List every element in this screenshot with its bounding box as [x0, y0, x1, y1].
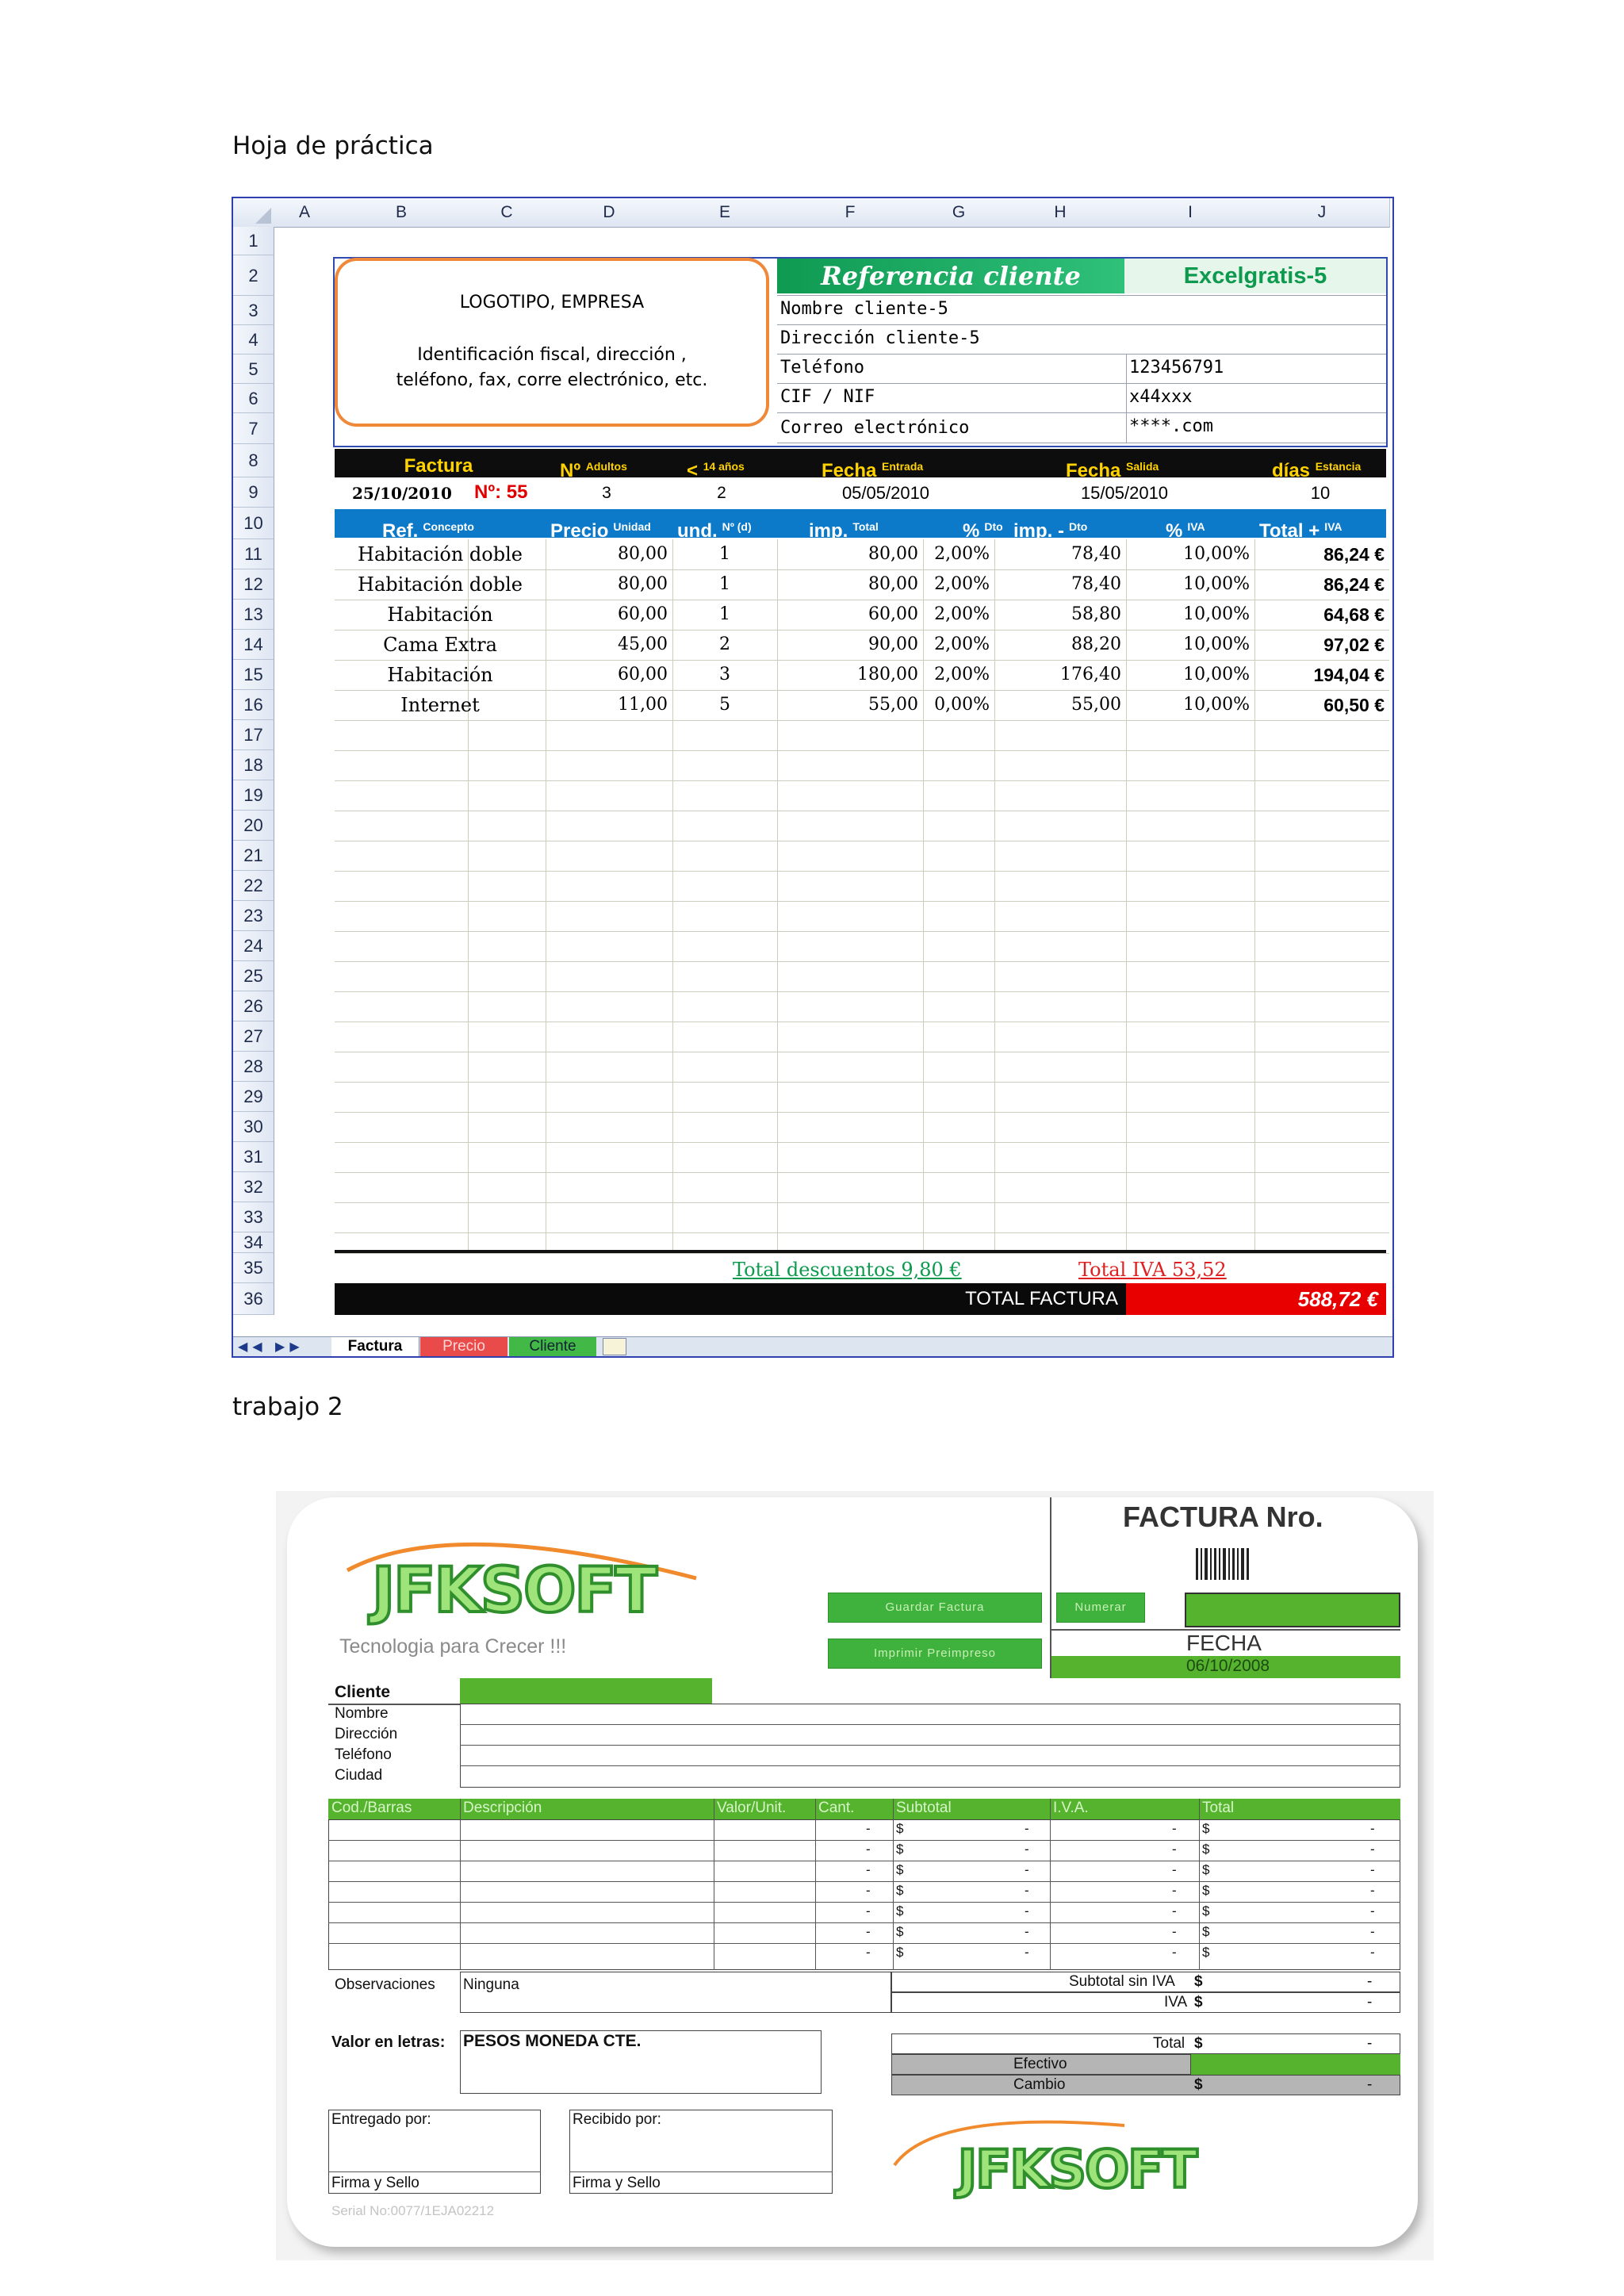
grid-line-h	[335, 961, 1389, 962]
subtotal-dollar: $	[896, 1924, 904, 1939]
items-row-line	[328, 1902, 1400, 1903]
iva-dash: -	[1172, 1903, 1177, 1918]
row-header[interactable]: 14	[233, 630, 274, 660]
total-dollar: $	[1202, 1945, 1210, 1960]
row-header[interactable]: 1	[233, 227, 274, 255]
brand-text: JFKSOFT	[372, 1555, 656, 1627]
item-cell: Habitación doble	[358, 573, 523, 596]
item-cell: 3	[719, 665, 730, 684]
tab-cliente[interactable]: Cliente	[509, 1337, 596, 1356]
row-header[interactable]: 9	[233, 477, 274, 508]
observaciones-value: Ninguna	[463, 1976, 519, 1993]
iva-dash: -	[1367, 1994, 1373, 2010]
item-cell: 80,00	[618, 574, 668, 594]
grid-line-h	[335, 991, 1389, 992]
item-cell: 86,24 €	[1323, 544, 1385, 565]
items-column-header: Cant.	[818, 1800, 855, 1816]
serial-number: Serial No:0077/1EJA02212	[331, 2203, 495, 2218]
item-cell: 60,00	[618, 604, 668, 624]
item-cell: Habitación doble	[358, 543, 523, 565]
row-header[interactable]: 12	[233, 569, 274, 600]
item-header-sup: Total	[852, 520, 879, 533]
row-header[interactable]: 8	[233, 444, 274, 477]
cif-value: x44xxx	[1129, 387, 1193, 407]
efectivo-label: Efectivo	[1013, 2056, 1067, 2072]
item-cell: 10,00%	[1183, 665, 1250, 684]
insert-sheet-icon[interactable]	[603, 1338, 626, 1355]
item-cell: Habitación	[387, 664, 493, 686]
recibido-label: Recibido por:	[573, 2111, 661, 2128]
tab-factura[interactable]: Factura	[331, 1337, 419, 1356]
nombre-label: Nombre	[335, 1705, 389, 1722]
observaciones-label: Observaciones	[335, 1976, 435, 1993]
item-cell: 80,00	[868, 544, 918, 564]
cambio-dollar: $	[1194, 2076, 1203, 2093]
total-dollar: $	[1202, 1924, 1210, 1939]
invoice-form-screenshot	[276, 1491, 1434, 2260]
qty-dash: -	[866, 1945, 871, 1960]
save-invoice-button[interactable]: Guardar Factura	[828, 1593, 1042, 1623]
iva-dash: -	[1172, 1945, 1177, 1960]
row-header[interactable]: 6	[233, 384, 274, 413]
grid-line-h	[335, 780, 1389, 781]
cliente-input[interactable]	[460, 1678, 712, 1705]
total-dash: -	[1370, 1924, 1375, 1939]
row-header[interactable]: 30	[233, 1112, 274, 1142]
column-header[interactable]: C	[468, 198, 546, 228]
client-fields-box[interactable]	[460, 1704, 1400, 1788]
item-cell: 60,00	[618, 665, 668, 684]
item-header-main: %	[963, 520, 980, 542]
total-dollar: $	[1194, 2035, 1203, 2052]
items-column-header: Cod./Barras	[331, 1800, 412, 1816]
row-header[interactable]: 7	[233, 413, 274, 444]
item-header-main: imp. -	[1013, 520, 1064, 542]
efectivo-input[interactable]	[1191, 2054, 1400, 2075]
row-header[interactable]: 28	[233, 1052, 274, 1082]
row-header[interactable]: 4	[233, 325, 274, 355]
total-discounts: Total descuentos 9,80 €	[733, 1259, 962, 1281]
item-cell: 86,24 €	[1323, 574, 1385, 595]
header-dias: días	[1272, 460, 1311, 481]
row-header[interactable]: 27	[233, 1022, 274, 1052]
items-row-line	[328, 1943, 1400, 1944]
column-header[interactable]: E	[672, 198, 778, 228]
items-col-line	[1199, 1799, 1200, 1970]
item-header-sup: IVA	[1187, 520, 1205, 533]
item-header-sup: Dto	[984, 520, 1003, 533]
item-header-main: imp.	[809, 520, 848, 542]
client-address: Dirección cliente-5	[780, 328, 980, 348]
subtotal-dash: -	[1025, 1842, 1029, 1857]
subtotal-dollar: $	[896, 1903, 904, 1918]
grid-line-h	[335, 931, 1389, 932]
row-header[interactable]: 36	[233, 1283, 274, 1315]
client-reference-code: Excelgratis-5	[1124, 259, 1386, 293]
column-header[interactable]: I	[1126, 198, 1255, 228]
item-cell: 194,04 €	[1313, 665, 1385, 685]
item-cell: 58,80	[1071, 604, 1121, 624]
row-header[interactable]: 20	[233, 811, 274, 841]
select-all-corner[interactable]	[233, 198, 275, 228]
item-header-main: Precio	[550, 520, 609, 542]
subtotal-dollar: $	[896, 1862, 904, 1877]
item-cell: Cama Extra	[383, 634, 497, 656]
iva-dash: -	[1172, 1862, 1177, 1877]
items-col-line	[815, 1799, 816, 1970]
subtotal-label: Subtotal sin IVA	[1069, 1973, 1175, 1990]
item-header-sup: Dto	[1069, 520, 1088, 533]
iva-dash: -	[1172, 1883, 1177, 1898]
qty-dash: -	[866, 1924, 871, 1939]
column-header[interactable]: B	[335, 198, 469, 228]
direccion-label: Dirección	[335, 1726, 398, 1742]
item-cell: Habitación	[387, 604, 493, 626]
cambio-row	[891, 2075, 1400, 2095]
items-column-header: I.V.A.	[1053, 1800, 1089, 1816]
row-header[interactable]: 24	[233, 931, 274, 961]
firma-sello-1: Firma y Sello	[331, 2175, 419, 2191]
total-row	[891, 2033, 1400, 2054]
telefono-label: Teléfono	[335, 1746, 392, 1763]
items-row-line	[328, 1840, 1400, 1841]
cliente-label: Cliente	[335, 1683, 391, 1701]
item-cell: 64,68 €	[1323, 604, 1385, 625]
recibido-line	[569, 2171, 833, 2172]
grid-line-h	[335, 1232, 1389, 1233]
total-dash: -	[1370, 1945, 1375, 1960]
entregado-label: Entregado por:	[331, 2111, 431, 2128]
subtotal-dash: -	[1367, 1973, 1373, 1990]
items-row-line	[328, 1881, 1400, 1882]
item-cell: 5	[719, 695, 730, 715]
spreadsheet-screenshot	[232, 197, 1394, 1358]
item-cell: 2,00%	[934, 574, 990, 594]
item-cell: 10,00%	[1183, 574, 1250, 594]
item-cell: 45,00	[618, 634, 668, 654]
item-cell: 11,00	[618, 695, 668, 715]
grid-line-h	[335, 1142, 1389, 1143]
sheet-nav-arrows-icon[interactable]: ◀◀ ▶▶	[238, 1340, 304, 1354]
ciudad-label: Ciudad	[335, 1767, 383, 1784]
total-factura-value: 588,72 €	[1126, 1283, 1386, 1315]
items-col-line	[1050, 1799, 1051, 1970]
item-cell: 78,40	[1071, 574, 1121, 594]
items-row-line	[328, 1922, 1400, 1923]
grid-line-h	[335, 750, 1389, 751]
iva-dollar: $	[1194, 1994, 1203, 2010]
header-fecha-entrada: Fecha	[822, 460, 877, 481]
brand-text-footer: JFKSOFT	[957, 2139, 1197, 2200]
grid-line-h	[335, 720, 1389, 721]
total-dash: -	[1370, 1821, 1375, 1836]
item-cell: 80,00	[868, 574, 918, 594]
email-label: Correo electrónico	[780, 418, 970, 438]
item-header-main: und.	[677, 520, 718, 542]
fecha-value: 06/10/2008	[1186, 1657, 1270, 1675]
column-header[interactable]: F	[777, 198, 924, 228]
subtotal-dash: -	[1025, 1924, 1029, 1939]
item-header-main: Ref.	[382, 520, 419, 542]
invoice-title: FACTURA Nro.	[1123, 1501, 1323, 1533]
header-salida: Salida	[1126, 460, 1159, 473]
logo-line-2: teléfono, fax, corre electrónico, etc.	[396, 370, 708, 390]
item-cell: 2,00%	[934, 544, 990, 564]
qty-dash: -	[866, 1883, 871, 1898]
items-column-header: Descripción	[463, 1800, 542, 1816]
row-header[interactable]: 26	[233, 991, 274, 1022]
column-header[interactable]: D	[546, 198, 673, 228]
items-col-line	[460, 1799, 461, 1970]
row-header[interactable]: 11	[233, 539, 274, 569]
items-column-header: Valor/Unit.	[717, 1800, 787, 1816]
iva-dash: -	[1172, 1924, 1177, 1939]
title-divider	[1050, 1497, 1051, 1678]
item-cell: 55,00	[868, 695, 918, 715]
subtotal-dollar: $	[896, 1883, 904, 1898]
item-cell: 10,00%	[1183, 604, 1250, 624]
date-out: 15/05/2010	[1080, 483, 1169, 503]
qty-dash: -	[866, 1842, 871, 1857]
fecha-label: FECHA	[1186, 1631, 1262, 1655]
row-header[interactable]: 15	[233, 660, 274, 690]
grid-line-h	[335, 1172, 1389, 1173]
row-header[interactable]: 13	[233, 600, 274, 630]
email-value: ****.com	[1129, 416, 1213, 436]
header-entrada: Entrada	[882, 460, 924, 473]
print-preprinted-button[interactable]: Imprimir Preimpreso	[828, 1639, 1042, 1669]
invoice-number-field[interactable]	[1185, 1593, 1400, 1627]
item-cell: 55,00	[1071, 695, 1121, 715]
valor-letras-value: PESOS MONEDA CTE.	[463, 2032, 642, 2050]
column-header[interactable]: G	[923, 198, 995, 228]
item-cell: 2,00%	[934, 604, 990, 624]
total-iva: Total IVA 53,52	[1078, 1259, 1227, 1281]
grid-line-h	[335, 1082, 1389, 1083]
item-cell: 2	[719, 634, 730, 654]
invoice-date: 25/10/2010	[352, 484, 452, 503]
row-header[interactable]: 3	[233, 296, 274, 325]
row-header[interactable]: 33	[233, 1202, 274, 1232]
column-header[interactable]: J	[1254, 198, 1390, 228]
row-header[interactable]: 34	[233, 1232, 274, 1253]
client-name: Nombre cliente-5	[780, 299, 948, 319]
row-header[interactable]: 35	[233, 1253, 274, 1283]
subtotal-dollar: $	[896, 1842, 904, 1857]
item-header-sup: Nº (d)	[722, 520, 752, 533]
item-cell: 2,00%	[934, 665, 990, 684]
client-line-3	[460, 1765, 1400, 1766]
invoice-no: 55	[506, 481, 528, 503]
header-less-than: <	[687, 460, 699, 481]
subtotal-dash: -	[1025, 1945, 1029, 1960]
total-dash: -	[1367, 2035, 1373, 2052]
item-cell: 97,02 €	[1323, 634, 1385, 655]
grid-line-h	[335, 871, 1389, 872]
row-header[interactable]: 21	[233, 841, 274, 871]
total-factura-label: TOTAL FACTURA	[335, 1283, 1126, 1315]
row-header[interactable]: 25	[233, 961, 274, 991]
qty-dash: -	[866, 1821, 871, 1836]
item-header-main: Total +	[1259, 520, 1320, 542]
grid-line-h	[335, 1253, 1389, 1254]
row-header[interactable]: 5	[233, 355, 274, 384]
item-cell: 1	[719, 544, 730, 564]
header-fecha-salida: Fecha	[1066, 460, 1121, 481]
item-cell: 88,20	[1071, 634, 1121, 654]
item-cell: 1	[719, 604, 730, 624]
grid-line-h	[335, 1112, 1389, 1113]
item-header-sup: Concepto	[423, 520, 474, 533]
total-dash: -	[1370, 1842, 1375, 1857]
valor-letras-label: Valor en letras:	[331, 2033, 446, 2051]
row-header[interactable]: 18	[233, 750, 274, 780]
subtotal-dollar: $	[896, 1945, 904, 1960]
heading-practice-sheet: Hoja de práctica	[232, 132, 434, 160]
grid-line-h	[335, 901, 1389, 902]
logo-placeholder-box	[335, 258, 769, 427]
jfksoft-logo-footer	[887, 2102, 1235, 2213]
client-reference-title: Referencia cliente	[777, 259, 1124, 293]
grid-line-h	[335, 1202, 1389, 1203]
stay-days: 10	[1310, 483, 1331, 503]
row-header[interactable]: 32	[233, 1172, 274, 1202]
logo-line-1: Identificación fiscal, dirección ,	[417, 345, 687, 365]
total-dollar: $	[1202, 1862, 1210, 1877]
cambio-label: Cambio	[1013, 2076, 1066, 2093]
slogan: Tecnologia para Crecer !!!	[339, 1635, 567, 1658]
client-line-2	[460, 1745, 1400, 1746]
client-line-1	[460, 1724, 1400, 1725]
iva-dash: -	[1172, 1842, 1177, 1857]
items-table-box[interactable]	[328, 1819, 1400, 1970]
entregado-line	[328, 2171, 541, 2172]
subtotal-dash: -	[1025, 1883, 1029, 1898]
subtotal-dollar: $	[896, 1821, 904, 1836]
row-header[interactable]: 23	[233, 901, 274, 931]
subtotal-dollar: $	[1194, 1973, 1203, 1990]
item-cell: Internet	[400, 694, 480, 716]
row-header[interactable]: 10	[233, 508, 274, 539]
subtotal-dash: -	[1025, 1862, 1029, 1877]
item-cell: 2,00%	[934, 634, 990, 654]
observaciones-field[interactable]	[460, 1972, 891, 2013]
total-dash: -	[1370, 1903, 1375, 1918]
total-dollar: $	[1202, 1883, 1210, 1898]
row-header[interactable]: 29	[233, 1082, 274, 1112]
column-header[interactable]: A	[274, 198, 335, 228]
item-cell: 10,00%	[1183, 695, 1250, 715]
totals-divider	[335, 1250, 1386, 1253]
item-cell: 80,00	[618, 544, 668, 564]
item-header-main: %	[1166, 520, 1183, 542]
header-adultos: Adultos	[585, 460, 627, 473]
item-cell: 60,50 €	[1323, 695, 1385, 715]
item-cell: 60,00	[868, 604, 918, 624]
total-dash: -	[1370, 1883, 1375, 1898]
row-header[interactable]: 17	[233, 720, 274, 750]
item-cell: 10,00%	[1183, 634, 1250, 654]
item-cell: 176,40	[1060, 665, 1121, 684]
header-14-anos: 14 años	[703, 460, 745, 473]
item-header-sup: Unidad	[613, 520, 651, 533]
phone-value: 123456791	[1129, 358, 1224, 378]
item-cell: 1	[719, 574, 730, 594]
items-col-line	[893, 1799, 894, 1970]
header-estancia: Estancia	[1315, 460, 1362, 473]
row-header[interactable]: 22	[233, 871, 274, 901]
item-cell: 78,40	[1071, 544, 1121, 564]
sheet-tab-bar	[233, 1336, 1392, 1356]
item-header-sup: IVA	[1324, 520, 1342, 533]
iva-label: IVA	[1164, 1994, 1188, 2010]
logo-title: LOGOTIPO, EMPRESA	[459, 293, 645, 312]
firma-sello-2: Firma y Sello	[573, 2175, 661, 2191]
item-cell: 10,00%	[1183, 544, 1250, 564]
subtotal-dash: -	[1025, 1821, 1029, 1836]
heading-work-2: trabajo 2	[232, 1393, 343, 1421]
total-dollar: $	[1202, 1842, 1210, 1857]
column-header[interactable]: H	[994, 198, 1127, 228]
subtotal-dash: -	[1025, 1903, 1029, 1918]
cambio-dash: -	[1367, 2076, 1373, 2093]
iva-dash: -	[1172, 1821, 1177, 1836]
number-button[interactable]: Numerar	[1056, 1593, 1145, 1623]
date-in: 05/05/2010	[841, 483, 930, 503]
item-cell: 0,00%	[934, 695, 990, 715]
cif-label: CIF / NIF	[780, 387, 875, 407]
items-column-header: Subtotal	[896, 1800, 952, 1816]
row-header[interactable]: 16	[233, 690, 274, 720]
children-count: 2	[717, 484, 726, 502]
adults-count: 3	[602, 484, 611, 502]
item-cell: 90,00	[868, 634, 918, 654]
row-header[interactable]: 19	[233, 780, 274, 811]
barcode-icon	[1196, 1548, 1251, 1580]
total-label: Total	[1153, 2035, 1185, 2052]
phone-label: Teléfono	[780, 358, 864, 378]
row-header[interactable]: 2	[233, 255, 274, 296]
row-header[interactable]: 31	[233, 1142, 274, 1172]
qty-dash: -	[866, 1903, 871, 1918]
total-dollar: $	[1202, 1903, 1210, 1918]
qty-dash: -	[866, 1862, 871, 1877]
jfksoft-logo	[331, 1523, 744, 1650]
total-dollar: $	[1202, 1821, 1210, 1836]
total-dash: -	[1370, 1862, 1375, 1877]
header-factura: Factura	[404, 455, 473, 477]
invoice-no-label: Nº:	[474, 481, 502, 503]
iva-row	[891, 1992, 1400, 2013]
items-column-header: Total	[1202, 1800, 1235, 1816]
tab-precio[interactable]: Precio	[420, 1337, 508, 1356]
item-cell: 180,00	[857, 665, 918, 684]
header-n: Nº	[560, 460, 581, 481]
